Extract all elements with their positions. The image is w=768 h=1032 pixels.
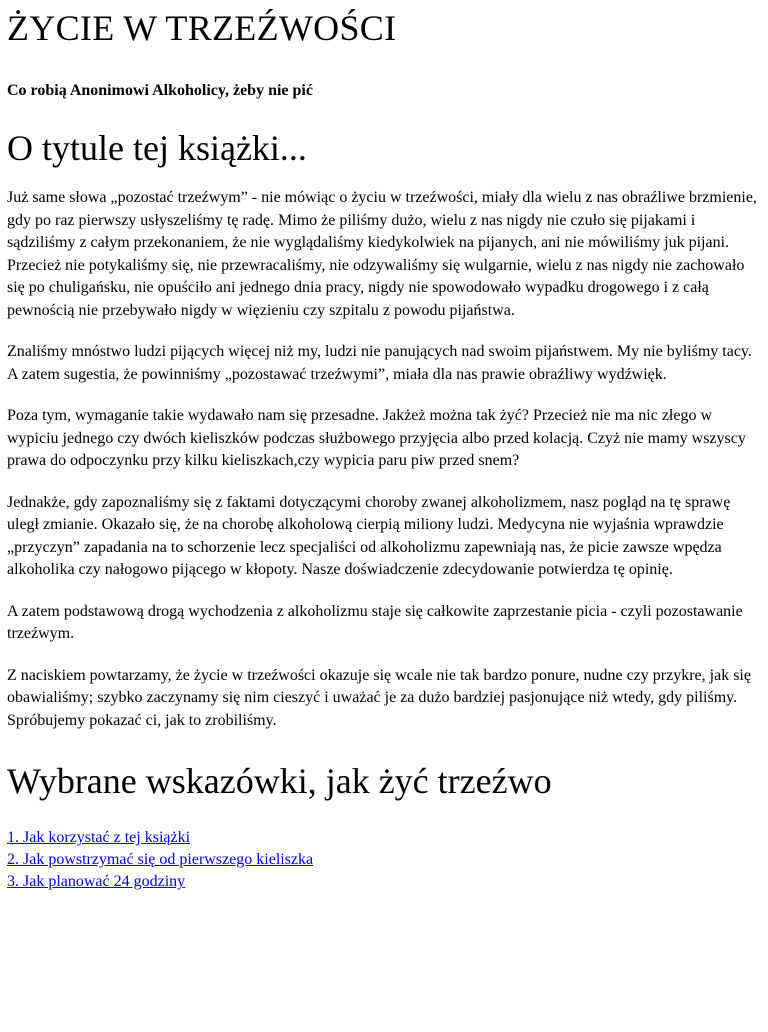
toc-link-plan-24-hours[interactable]: 3. Jak planować 24 godziny — [7, 873, 186, 890]
paragraph-2: Znaliśmy mnóstwo ludzi pijących więcej niż my, ludzi nie panujących nad swoim pijaństwem. My nie byliśmy tacy. A zatem sugestia, że powinniśmy „pozostawać trzeźwymi”, miała dla nas prawie obraźliwy wydźwięk. — [7, 343, 752, 383]
page-subtitle: Co robią Anonimowi Alkoholicy, żeby nie pić — [7, 82, 313, 99]
toc-link-first-drink[interactable]: 2. Jak powstrzymać się od pierwszego kieliszka — [7, 851, 314, 868]
paragraph-6: Z naciskiem powtarzamy, że życie w trzeźwości okazuje się wcale nie tak bardzo ponure, nudne czy przykre, jak się obawialiśmy; szybko zaczynamy się nim cieszyć i uważać je za dużo bardziej pasjonujące niż wtedy, gdy piliśmy. Spróbujemy pokazać ci, jak to zrobiliśmy. — [7, 666, 751, 729]
page-title: ŻYCIE W TRZEŹWOŚCI — [7, 8, 397, 48]
document-page — [0, 8, 768, 893]
table-of-contents — [7, 827, 760, 893]
paragraph-5: A zatem podstawową drogą wychodzenia z alkoholizmu staje się całkowite zaprzestanie picia - czyli pozostawanie trzeźwym. — [7, 602, 743, 642]
paragraph-1: Już same słowa „pozostać trzeźwym” - nie mówiąc o życiu w trzeźwości, miały dla wielu z nas obraźliwe brzmienie, gdy po raz pierwszy usłyszeliśmy tę radę. Mimo że piliśmy dużo, wielu z nas nigdy nie czuło się pijakami i sądziliśmy z całym przekonaniem, że nie wyglądaliśmy kiedykolwiek na pijanych, ani nie mówiliśmy juk pijani. Przecież nie potykaliśmy się, nie przewracaliśmy, nie odzywaliśmy się wulgarnie, wielu z nas nigdy nie zachowało się po chuligańsku, nie opuściło ani jednego dnia pracy, nigdy nie spowodowało wypadku drogowego i z całą pewnością nie przebywało nigdy w więzieniu czy szpitalu z powodu pijaństwa. — [7, 189, 757, 319]
paragraph-3: Poza tym, wymaganie takie wydawało nam się przesadne. Jakżeż można tak żyć? Przecież nie ma nic złego w wypiciu jednego czy dwóch kieliszków podczas służbowego przyjęcia albo przed kolacją. Czyż nie mamy wszyscy prawa do odpoczynku przy kilku kieliszkach,czy wypicia paru piw przed snem? — [7, 407, 746, 469]
toc-link-how-to-use-book[interactable]: 1. Jak korzystać z tej książki — [7, 829, 191, 846]
section-heading-about-title: O tytule tej książki... — [7, 128, 307, 168]
section-heading-guidelines: Wybrane wskazówki, jak żyć trzeźwo — [7, 761, 552, 801]
paragraph-4: Jednakże, gdy zapoznaliśmy się z faktami dotyczącymi choroby zwanej alkoholizmem, nasz pogląd na tę sprawę uległ zmianie. Okazało się, że na chorobę alkoholową cierpią miliony ludzi. Medycyna nie wyjaśnia wprawdzie „przyczyn” zapadania na to schorzenie lecz specjaliści od alkoholizmu zapewniają nas, że picie zawsze wpędza alkoholika czy nałogowo pijącego w kłopoty. Nasze doświadczenie zdecydowanie potwierdza tę opinię. — [7, 493, 731, 578]
